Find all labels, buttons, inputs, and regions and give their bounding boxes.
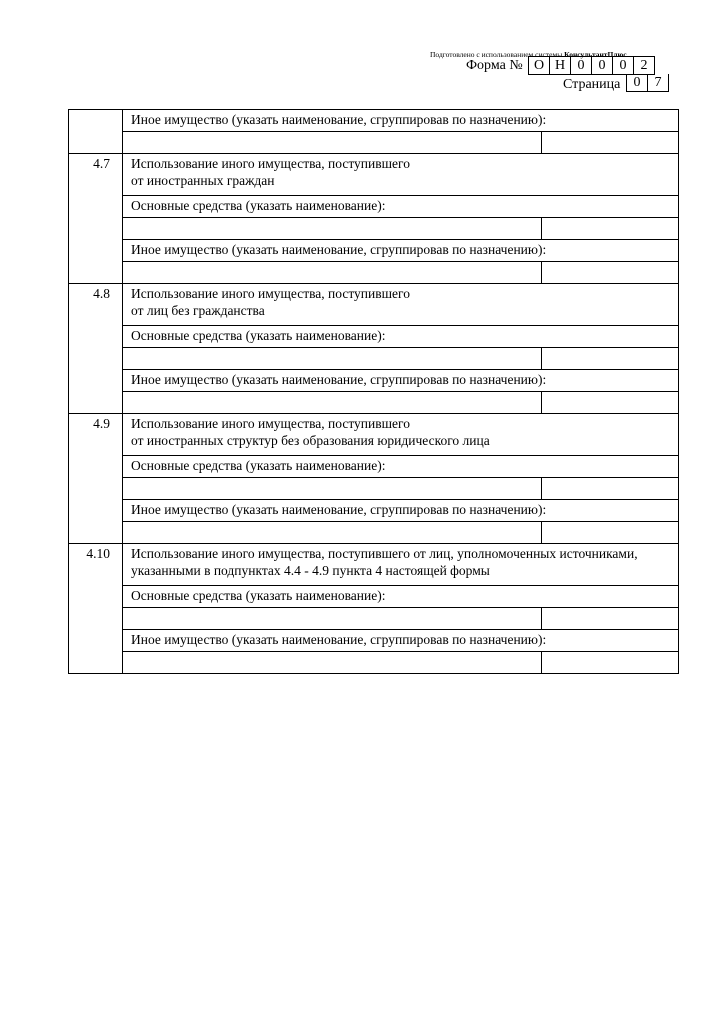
section-heading bbox=[123, 414, 679, 456]
table-row bbox=[69, 326, 679, 348]
table-row bbox=[69, 196, 679, 218]
form-code-cell: 0 bbox=[571, 57, 592, 75]
other-property-label: Иное имущество (указать наименование, сгруппировав по назначению): bbox=[123, 240, 679, 262]
asset-value-input[interactable] bbox=[542, 478, 679, 500]
property-name-input[interactable] bbox=[123, 652, 542, 674]
property-value-input[interactable] bbox=[542, 652, 679, 674]
section-number: 4.10 bbox=[69, 544, 123, 674]
section-heading-line: от иностранных структур без образования юридического лица bbox=[131, 433, 490, 448]
asset-name-input[interactable] bbox=[123, 608, 542, 630]
other-property-label: Иное имущество (указать наименование, сгруппировав по назначению): bbox=[123, 370, 679, 392]
property-value-input[interactable] bbox=[542, 522, 679, 544]
table-row bbox=[69, 110, 679, 132]
asset-name-input[interactable] bbox=[123, 478, 542, 500]
section-number bbox=[69, 110, 123, 154]
table-row bbox=[69, 544, 679, 586]
property-name-input[interactable] bbox=[123, 522, 542, 544]
main-assets-label: Основные средства (указать наименование): bbox=[123, 326, 679, 348]
table-row bbox=[69, 284, 679, 326]
table-row bbox=[69, 154, 679, 196]
table-row bbox=[69, 370, 679, 392]
prepared-note-prefix: Подготовлено с использованием системы bbox=[430, 50, 563, 59]
table-row bbox=[69, 522, 679, 544]
main-assets-label: Основные средства (указать наименование): bbox=[123, 456, 679, 478]
other-property-label: Иное имущество (указать наименование, сгруппировав по назначению): bbox=[123, 630, 679, 652]
section-heading bbox=[123, 544, 679, 586]
prepared-note-brand: КонсультантПлюс bbox=[564, 50, 627, 59]
section-heading-line: от лиц без гражданства bbox=[131, 303, 265, 318]
section-number: 4.8 bbox=[69, 284, 123, 414]
asset-value-input[interactable] bbox=[542, 608, 679, 630]
section-heading-line: Использование иного имущества, поступившего bbox=[131, 416, 410, 431]
table-row bbox=[69, 240, 679, 262]
property-name-input[interactable] bbox=[123, 392, 542, 414]
section-heading-line: Использование иного имущества, поступившего от лиц, уполномоченных источниками, bbox=[131, 546, 638, 561]
section-heading-line: от иностранных граждан bbox=[131, 173, 275, 188]
page-number-cells bbox=[626, 74, 669, 92]
other-property-label: Иное имущество (указать наименование, сгруппировав по назначению): bbox=[123, 110, 679, 132]
form-number-cells bbox=[528, 56, 655, 75]
table-row bbox=[69, 348, 679, 370]
table-row bbox=[69, 478, 679, 500]
form-code-cell: О bbox=[529, 57, 550, 75]
table-row bbox=[69, 630, 679, 652]
section-heading-line: Использование иного имущества, поступившего bbox=[131, 286, 410, 301]
page-number-cell: 7 bbox=[648, 74, 669, 92]
section-number: 4.9 bbox=[69, 414, 123, 544]
page-number-cell: 0 bbox=[627, 74, 648, 92]
form-code-cell: 0 bbox=[613, 57, 634, 75]
form-number-label: Форма № bbox=[466, 58, 523, 73]
asset-value-input[interactable] bbox=[542, 218, 679, 240]
form-code-cell: Н bbox=[550, 57, 571, 75]
table-row bbox=[69, 414, 679, 456]
table-row bbox=[69, 608, 679, 630]
form-code-cell: 2 bbox=[634, 57, 655, 75]
table-row bbox=[69, 456, 679, 478]
table-row bbox=[69, 132, 679, 154]
main-assets-label: Основные средства (указать наименование): bbox=[123, 196, 679, 218]
asset-name-input[interactable] bbox=[123, 218, 542, 240]
asset-name-input[interactable] bbox=[123, 348, 542, 370]
main-assets-label: Основные средства (указать наименование): bbox=[123, 586, 679, 608]
property-name-input[interactable] bbox=[123, 132, 542, 154]
property-value-input[interactable] bbox=[542, 392, 679, 414]
table-row bbox=[69, 218, 679, 240]
property-name-input[interactable] bbox=[123, 262, 542, 284]
other-property-label: Иное имущество (указать наименование, сгруппировав по назначению): bbox=[123, 500, 679, 522]
section-number: 4.7 bbox=[69, 154, 123, 284]
section-heading-line: Использование иного имущества, поступившего bbox=[131, 156, 410, 171]
table-row bbox=[69, 586, 679, 608]
section-heading-line: указанными в подпунктах 4.4 - 4.9 пункта 4 настоящей формы bbox=[131, 563, 490, 578]
section-heading bbox=[123, 154, 679, 196]
table-row bbox=[69, 392, 679, 414]
property-value-input[interactable] bbox=[542, 262, 679, 284]
property-usage-table bbox=[68, 109, 679, 674]
page-label: Страница bbox=[563, 77, 621, 92]
property-value-input[interactable] bbox=[542, 132, 679, 154]
table-row bbox=[69, 262, 679, 284]
form-code-cell: 0 bbox=[592, 57, 613, 75]
table-row bbox=[69, 652, 679, 674]
asset-value-input[interactable] bbox=[542, 348, 679, 370]
section-heading bbox=[123, 284, 679, 326]
table-row bbox=[69, 500, 679, 522]
